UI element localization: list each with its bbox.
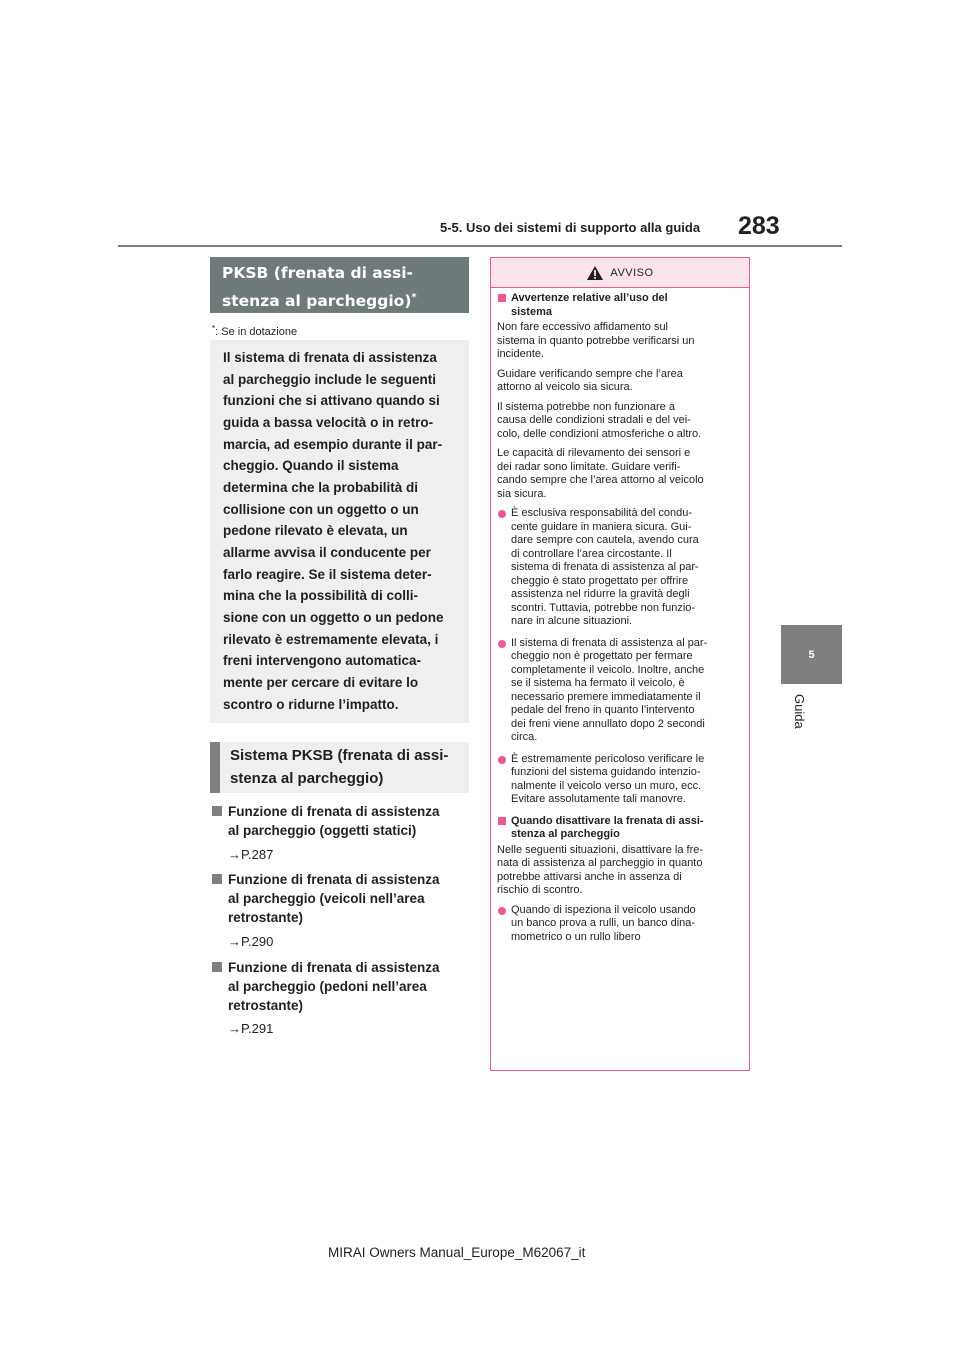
- warning-paragraph-line: attorno al veicolo sia sicura.: [497, 381, 633, 393]
- warning-paragraph: [497, 401, 741, 442]
- warning-bullet-line: Evitare assolutamente tali manovre.: [511, 793, 686, 805]
- round-bullet-icon: [498, 640, 506, 648]
- intro-line: mente per cercare di evitare lo: [223, 674, 419, 690]
- footer: MIRAI Owners Manual_Europe_M62067_it: [328, 1245, 586, 1260]
- warning-paragraph-line: incidente.: [497, 348, 545, 360]
- warning-bullet-line: dei freni viene annullato dopo 2 secondi: [511, 717, 705, 730]
- warning-bullet-line: assistenza nel ridurre la gravità degli: [511, 588, 690, 600]
- chapter-tab[interactable]: 5: [781, 625, 842, 684]
- warning-subheading: [497, 815, 741, 842]
- warning-header: [491, 258, 749, 288]
- warning-bullet-line: circa.: [511, 731, 538, 743]
- warning-bullet-line: mometrico o un rullo libero: [511, 930, 641, 943]
- square-bullet-icon: [498, 294, 506, 302]
- intro-line: collisione con un oggetto o un: [223, 501, 419, 517]
- warning-paragraph-line: cando sempre che l’area attorno al veicolo: [497, 474, 704, 486]
- warning-bullet-line: nalmente il veicolo verso un muro, ecc.: [511, 779, 702, 792]
- warning-bullet-line: di controllare l’area circostante. Il: [511, 547, 672, 560]
- intro-line: cheggio. Quando il sistema: [223, 458, 399, 474]
- page-number: 283: [738, 212, 780, 240]
- warning-bullet-line: scontri. Tuttavia, potrebbe non funzio-: [511, 601, 696, 614]
- warning-bullet: [497, 753, 741, 807]
- square-bullet-icon: [212, 874, 222, 884]
- warning-bullet-line: È esclusiva responsabilità del condu-: [511, 507, 692, 519]
- function-heading-line: Funzione di frenata di assistenza: [228, 804, 440, 819]
- warning-body: [497, 292, 741, 952]
- warning-bullet: [497, 904, 741, 945]
- intro-line: freni intervengono automatica-: [223, 653, 422, 669]
- warning-bullet-line: se il sistema ha fermato il veicolo, è: [511, 677, 685, 689]
- page-title: [210, 257, 469, 313]
- intro-line: funzioni che si attivano quando si: [223, 393, 440, 409]
- warning-bullet-line: pedale del freno in quanto l’intervento: [511, 704, 695, 716]
- warning-bullet-line: necessario premere immediatamente il: [511, 690, 701, 703]
- warning-paragraph-line: nata di assistenza al parcheggio in quanto: [497, 857, 703, 869]
- intro-line: farlo reagire. Se il sistema deter-: [223, 566, 432, 582]
- warning-paragraph-line: Il sistema potrebbe non funzionare a: [497, 400, 675, 413]
- warning-bullet-line: Il sistema di frenata di assistenza al par-: [511, 636, 708, 649]
- warning-paragraph-line: Non fare eccessivo affidamento sul: [497, 321, 668, 333]
- round-bullet-icon: [498, 756, 506, 764]
- intro-line: Il sistema di frenata di assistenza: [223, 350, 437, 365]
- warning-paragraph: [497, 368, 741, 395]
- title-asterisk: *: [411, 292, 417, 303]
- subsection-line-2: stenza al parcheggio): [230, 770, 384, 787]
- intro-line: pedone rilevato è elevata, un: [223, 523, 408, 539]
- warning-bullet-line: cheggio è stato progettato per offrire: [511, 574, 689, 587]
- warning-bullet-line: un banco prova a rulli, un banco dina-: [511, 917, 696, 929]
- warning-paragraph-line: rischio di scontro.: [497, 884, 583, 896]
- square-bullet-icon: [212, 806, 222, 816]
- function-heading-line: retrostante): [228, 910, 304, 925]
- title-line-2: [222, 287, 457, 315]
- intro-line: rilevato è estremamente elevata, i: [223, 631, 439, 647]
- square-bullet-icon: [498, 817, 506, 825]
- function-heading-line: al parcheggio (pedoni nell’area: [228, 979, 427, 994]
- warning-subheading-line: Avvertenze relative all’uso del: [511, 292, 668, 304]
- warning-paragraph-line: Le capacità di rilevamento dei sensori e: [497, 447, 691, 459]
- square-bullet-icon: [212, 962, 222, 972]
- function-heading-line: Funzione di frenata di assistenza: [228, 960, 440, 975]
- warning-paragraph: [497, 844, 741, 898]
- function-heading: [210, 870, 470, 927]
- warning-bullet-line: nare in alcune situazioni.: [511, 615, 633, 627]
- intro-line: sione con un oggetto o un pedone: [223, 609, 444, 625]
- warning-bullet-line: funzioni del sistema guidando intenzio-: [511, 766, 701, 778]
- warning-bullet-line: cheggio non è progettato per fermare: [511, 650, 693, 662]
- warning-paragraph: [497, 447, 741, 501]
- intro-line: mina che la possibilità di colli-: [223, 588, 419, 604]
- warning-paragraph-line: causa delle condizioni stradali e del vei-: [497, 414, 691, 426]
- intro-line: determina che la probabilità di: [223, 479, 419, 495]
- round-bullet-icon: [498, 907, 506, 915]
- section-header: 5-5. Uso dei sistemi di supporto alla guida: [440, 220, 701, 235]
- chapter-label: Guida: [792, 694, 807, 729]
- page-reference-link[interactable]: →P.287: [228, 847, 274, 862]
- warning-bullet-line: Quando di ispeziona il veicolo usando: [511, 903, 696, 916]
- warning-title: AVVISO: [610, 266, 654, 279]
- intro-line: marcia, ad esempio durante il par-: [223, 436, 443, 452]
- warning-subheading-line: stenza al parcheggio: [511, 828, 620, 840]
- warning-bullet-line: sistema di frenata di assistenza al par-: [511, 561, 699, 573]
- warning-paragraph: [497, 321, 741, 362]
- warning-bullet-line: dare sempre con cautela, avendo cura: [511, 534, 699, 546]
- warning-paragraph-line: potrebbe attivarsi anche in assenza di: [497, 870, 682, 883]
- intro-line: scontro o ridurne l’impatto.: [223, 696, 399, 712]
- intro-line: al parcheggio include le seguenti: [223, 371, 437, 387]
- round-bullet-icon: [498, 510, 506, 518]
- warning-paragraph-line: Nelle seguenti situazioni, disattivare la fre-: [497, 843, 704, 856]
- warning-bullet: [497, 637, 741, 745]
- warning-subheading: [497, 292, 741, 319]
- warning-bullet-line: cente guidare in maniera sicura. Gui-: [511, 520, 692, 533]
- subsection-line-1: Sistema PKSB (frenata di assi-: [230, 747, 449, 764]
- warning-paragraph-line: Guidare verificando sempre che l’area: [497, 367, 683, 380]
- function-heading: [210, 958, 470, 1015]
- footnote-text: : Se in dotazione: [215, 326, 298, 338]
- header-rule: [118, 245, 842, 247]
- page-reference-link[interactable]: →P.291: [228, 1021, 274, 1036]
- warning-paragraph-line: sia sicura.: [497, 487, 547, 500]
- page-reference-link[interactable]: →P.290: [228, 934, 274, 949]
- intro-box: [210, 340, 469, 723]
- warning-subheading-line: Quando disattivare la frenata di assi-: [511, 814, 704, 827]
- warning-bullet-line: completamente il veicolo. Inoltre, anche: [511, 663, 705, 676]
- function-heading-line: retrostante): [228, 998, 304, 1013]
- warning-subheading-line: sistema: [511, 305, 552, 318]
- warning-bullet: [497, 507, 741, 629]
- function-heading-line: al parcheggio (oggetti statici): [228, 823, 417, 838]
- title-line-2-text: stenza al parcheggio): [222, 292, 412, 310]
- warning-paragraph-line: colo, delle condizioni atmosferiche o altro.: [497, 427, 702, 440]
- function-heading-line: Funzione di frenata di assistenza: [228, 872, 440, 887]
- warning-box: [490, 257, 750, 1071]
- intro-line: guida a bassa velocità o in retro-: [223, 414, 434, 430]
- title-line-1: PKSB (frenata di assi-: [222, 264, 413, 282]
- warning-paragraph-line: dei radar sono limitate. Guidare verifi-: [497, 460, 681, 473]
- function-heading: [210, 802, 470, 840]
- warning-bullet-line: È estremamente pericoloso verificare le: [511, 752, 705, 765]
- warning-paragraph-line: sistema in quanto potrebbe verificarsi un: [497, 334, 695, 347]
- subsection-heading: [210, 742, 469, 793]
- footnote-mark: *: [212, 324, 216, 333]
- footnote: [212, 324, 297, 338]
- intro-line: allarme avvisa il conducente per: [223, 544, 431, 560]
- warning-triangle-icon: [586, 265, 604, 281]
- function-heading-line: al parcheggio (veicoli nell’area: [228, 891, 425, 906]
